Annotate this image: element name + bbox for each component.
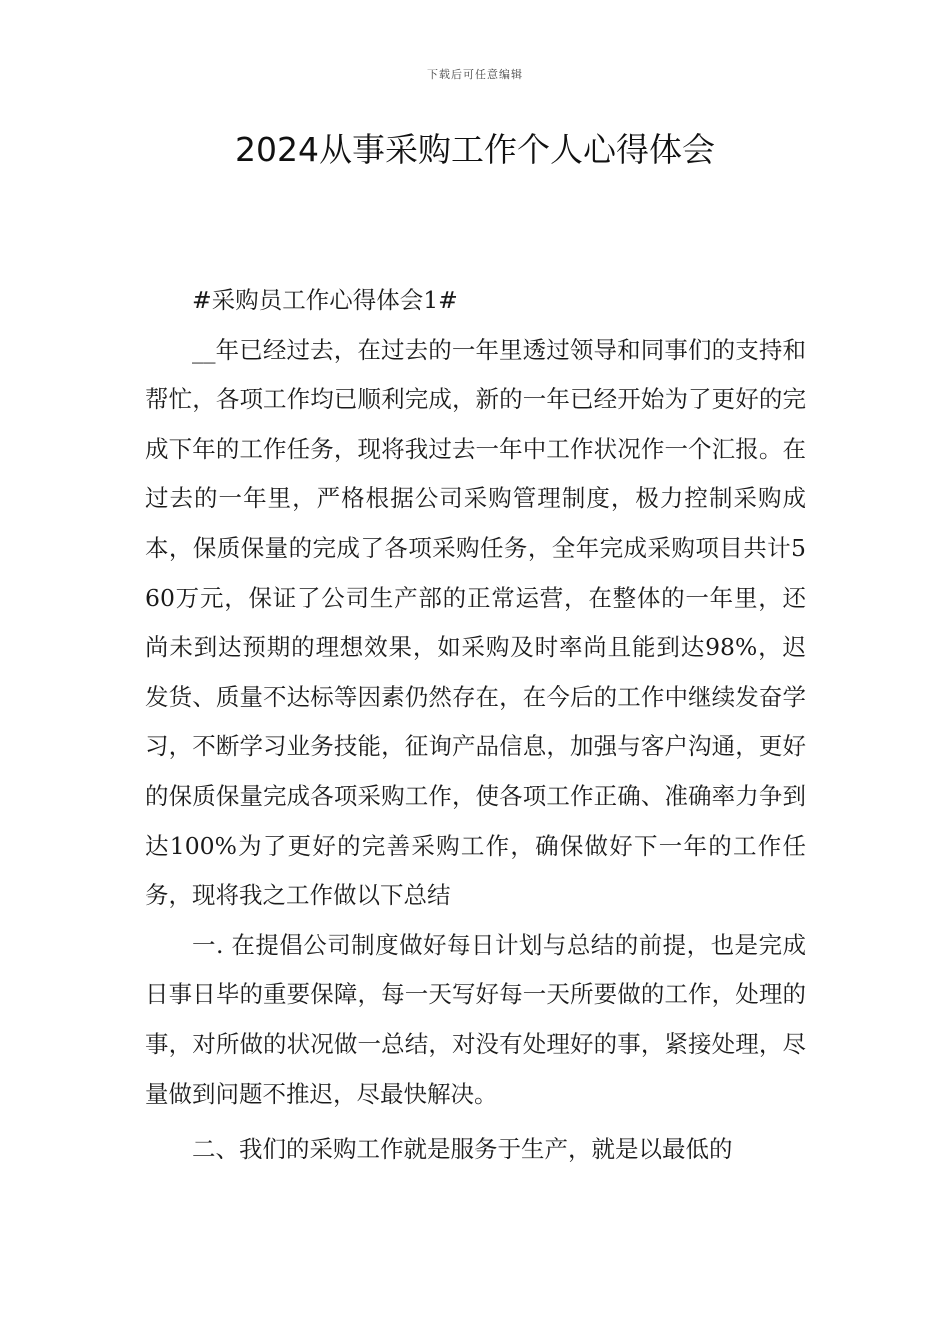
body-paragraph-3: 二、我们的采购工作就是服务于生产，就是以最低的 [192, 1135, 733, 1164]
section-heading: #采购员工作心得体会1# [192, 286, 458, 314]
document-title: 2024从事采购工作个人心得体会 [235, 130, 715, 169]
body-paragraph-1: __年已经过去，在过去的一年里透过领导和同事们的支持和帮忙，各项工作均已顺利完成，新的一年已经开始为了更好的完成下年的工作任务，现将我过去一年中工作状况作一个汇报。在过去的一年里，严格根据公司采购管理制度，极力控制采购成本，保质保量的完成了各项采购任务，全年完成采购项目共计560万元，保证了公司生产部的正常运营，在整体的一年里，还尚未到达预期的理想效果，如采购及时率尚且能到达98%，迟发货、质量不达标等因素仍然存在，在今后的工作中继续发奋学习，不断学习业务技能，征询产品信息，加强与客户沟通，更好的保质保量完成各项采购工作，使各项工作正确、准确率力争到达100%为了更好的完善采购工作，确保做好下一年的工作任务，现将我之工作做以下总结 [145, 335, 806, 910]
page-header-note: 下载后可任意编辑 [427, 68, 523, 81]
document-body [145, 276, 806, 1175]
body-paragraph-2: 一. 在提倡公司制度做好每日计划与总结的前提，也是完成日事日毕的重要保障，每一天写好每一天所要做的工作，处理的事，对所做的状况做一总结，对没有处理好的事，紧接处理，尽量做到问题不推迟，尽最快解决。 [145, 930, 806, 1108]
